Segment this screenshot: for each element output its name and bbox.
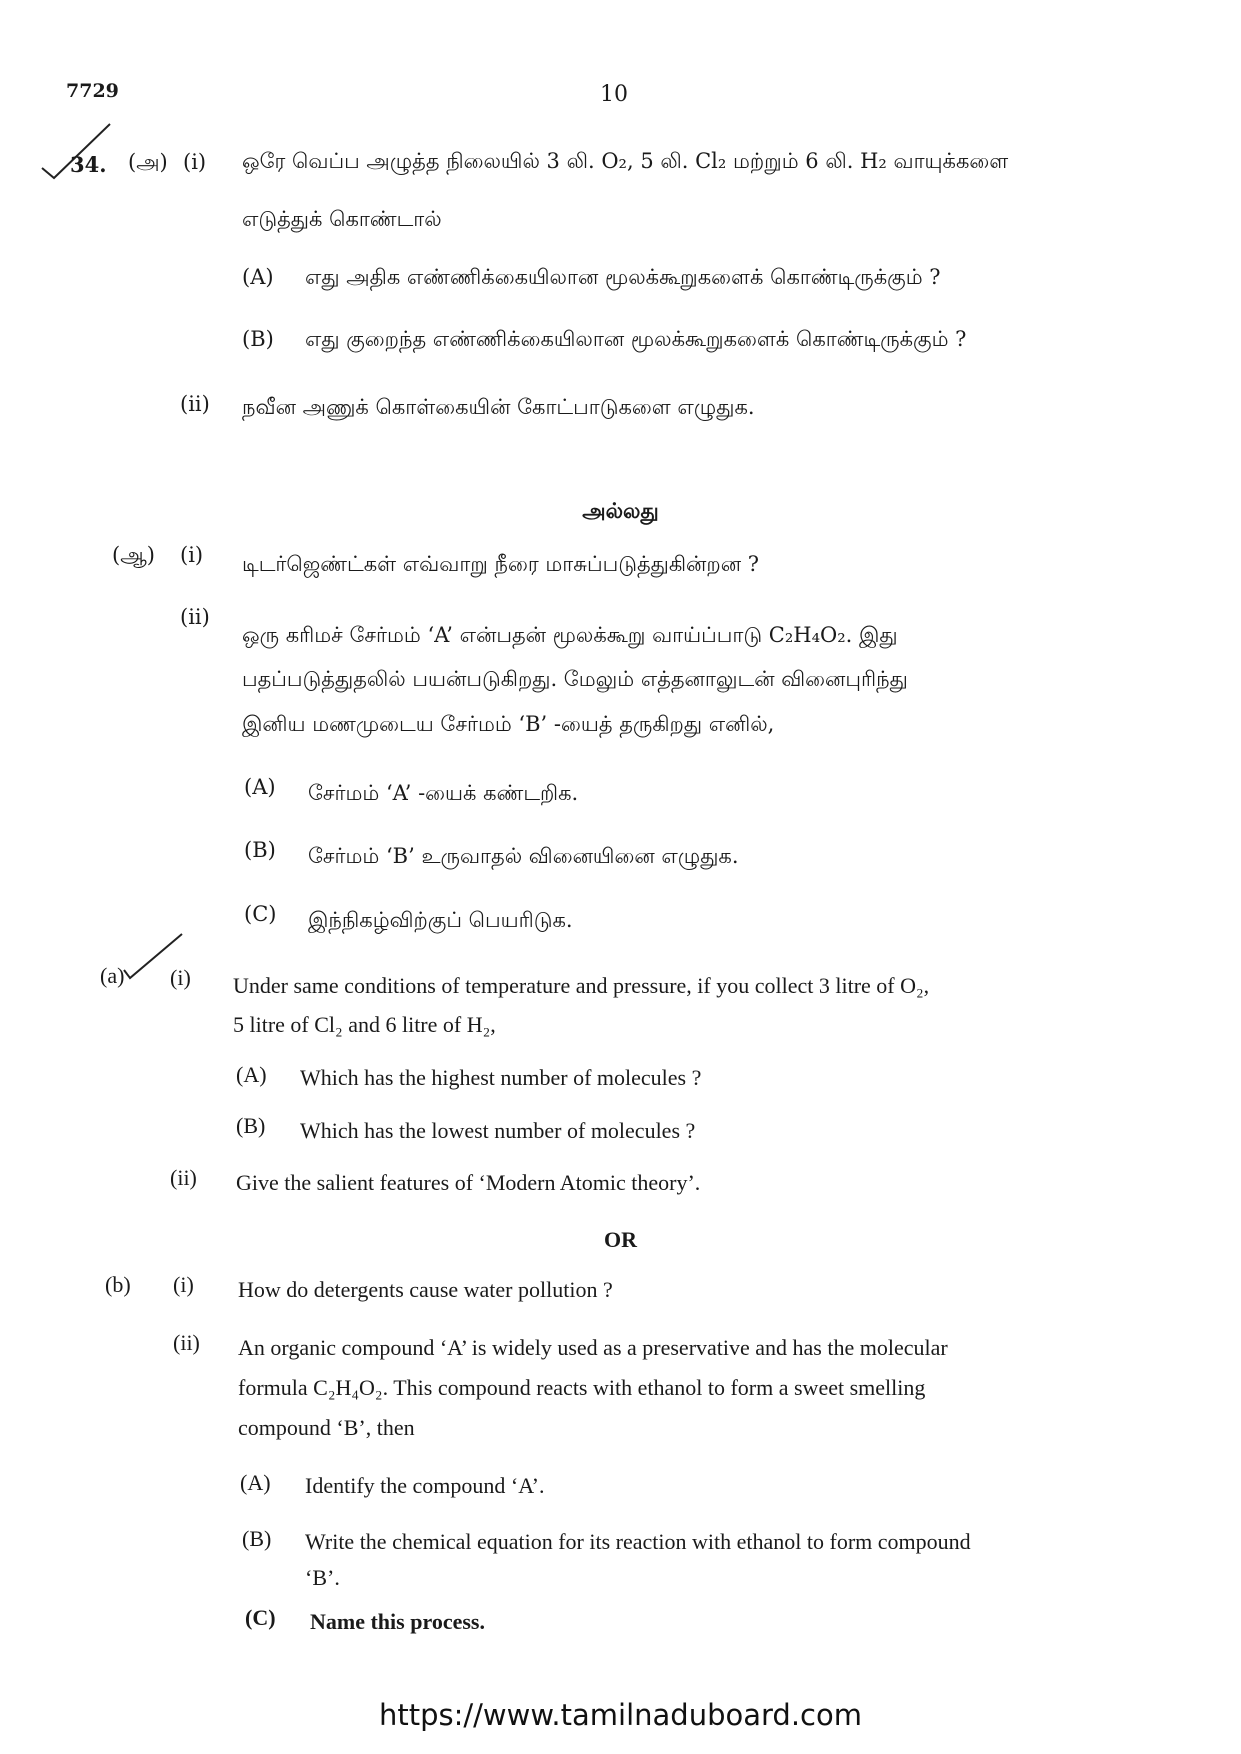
sub-label: (i) xyxy=(180,543,204,567)
sub-label: (ii) xyxy=(180,392,210,416)
question-text: இந்நிகழ்விற்குப் பெயரிடுக. xyxy=(308,908,573,932)
question-text: Under same conditions of temperature and pressure, if you collect 3 litre of O₂, xyxy=(233,973,930,998)
option-label: (அ) xyxy=(128,150,168,174)
question-text: இனிய மணமுடைய சேர்மம் ‘B’ -யைத் தருகிறது எனில், xyxy=(242,712,775,736)
question-text: Write the chemical equation for its reaction with ethanol to form compound xyxy=(305,1529,971,1554)
sub-label: (i) xyxy=(173,1272,194,1297)
question-text: ஒரே வெப்ப அழுத்த நிலையில் 3 லி. O₂, 5 லி. Cl₂ மற்றும் 6 லி. H₂ வாயுக்களை xyxy=(242,149,1009,173)
part-label: (A) xyxy=(236,1062,267,1087)
question-text: எது அதிக எண்ணிக்கையிலான மூலக்கூறுகளைக் கொண்டிருக்கும் ? xyxy=(305,265,941,289)
question-text: ‘B’. xyxy=(305,1565,340,1590)
part-label: (A) xyxy=(242,265,274,289)
page-number: 10 xyxy=(600,82,628,107)
part-label: (A) xyxy=(244,775,276,799)
sub-label: (ii) xyxy=(170,1165,197,1190)
question-text: டிடர்ஜெண்ட்கள் எவ்வாறு நீரை மாசுப்படுத்துகின்றன ? xyxy=(242,552,760,576)
question-text: சேர்மம் ‘A’ -யைக் கண்டறிக. xyxy=(308,781,579,805)
question-text: formula C₂H₄O₂. This compound reacts with ethanol to form a sweet smelling xyxy=(238,1375,926,1400)
option-label: (ஆ) xyxy=(112,543,155,567)
question-text: Identify the compound ‘A’. xyxy=(305,1473,545,1498)
question-text: compound ‘B’, then xyxy=(238,1415,415,1440)
option-label: (a) xyxy=(100,963,125,988)
source-url[interactable]: https://www.tamilnaduboard.com xyxy=(378,1698,862,1732)
option-label: (b) xyxy=(105,1272,131,1297)
question-text: சேர்மம் ‘B’ உருவாதல் வினையினை எழுதுக. xyxy=(308,844,739,868)
or-separator: அல்லது xyxy=(582,498,659,523)
question-text: எடுத்துக் கொண்டால் xyxy=(242,207,442,231)
question-number: 34. xyxy=(70,152,107,177)
question-text: How do detergents cause water pollution ? xyxy=(238,1277,613,1302)
part-label: (B) xyxy=(236,1113,266,1138)
question-text: ஒரு கரிமச் சேர்மம் ‘A’ என்பதன் மூலக்கூறு வாய்ப்பாடு C₂H₄O₂. இது xyxy=(242,623,898,647)
question-text: 5 litre of Cl₂ and 6 litre of H₂, xyxy=(233,1012,496,1037)
part-label: (C) xyxy=(244,902,277,926)
part-label: (B) xyxy=(242,327,274,351)
question-text: Which has the highest number of molecules ? xyxy=(300,1065,702,1090)
part-label: (B) xyxy=(242,1526,272,1551)
part-label: (A) xyxy=(240,1470,271,1495)
question-text: An organic compound ‘A’ is widely used as a preservative and has the molecular xyxy=(238,1335,948,1360)
question-text: எது குறைந்த எண்ணிக்கையிலான மூலக்கூறுகளைக் கொண்டிருக்கும் ? xyxy=(305,327,967,351)
question-text: Give the salient features of ‘Modern Atomic theory’. xyxy=(236,1170,701,1195)
question-text: நவீன அணுக் கொள்கையின் கோட்பாடுகளை எழுதுக. xyxy=(242,395,755,419)
sub-label: (i) xyxy=(183,150,207,174)
sub-label: (i) xyxy=(170,965,191,990)
question-text: பதப்படுத்துதலில் பயன்படுகிறது. மேலும் எத்தனாலுடன் வினைபுரிந்து xyxy=(242,667,908,691)
part-label: (C) xyxy=(245,1605,276,1630)
sub-label: (ii) xyxy=(180,605,210,629)
or-separator: OR xyxy=(604,1227,637,1252)
paper-code: 7729 xyxy=(66,80,119,102)
question-text: Which has the lowest number of molecules ? xyxy=(300,1118,696,1143)
part-label: (B) xyxy=(244,838,276,862)
question-text: Name this process. xyxy=(310,1609,485,1634)
sub-label: (ii) xyxy=(173,1330,200,1355)
